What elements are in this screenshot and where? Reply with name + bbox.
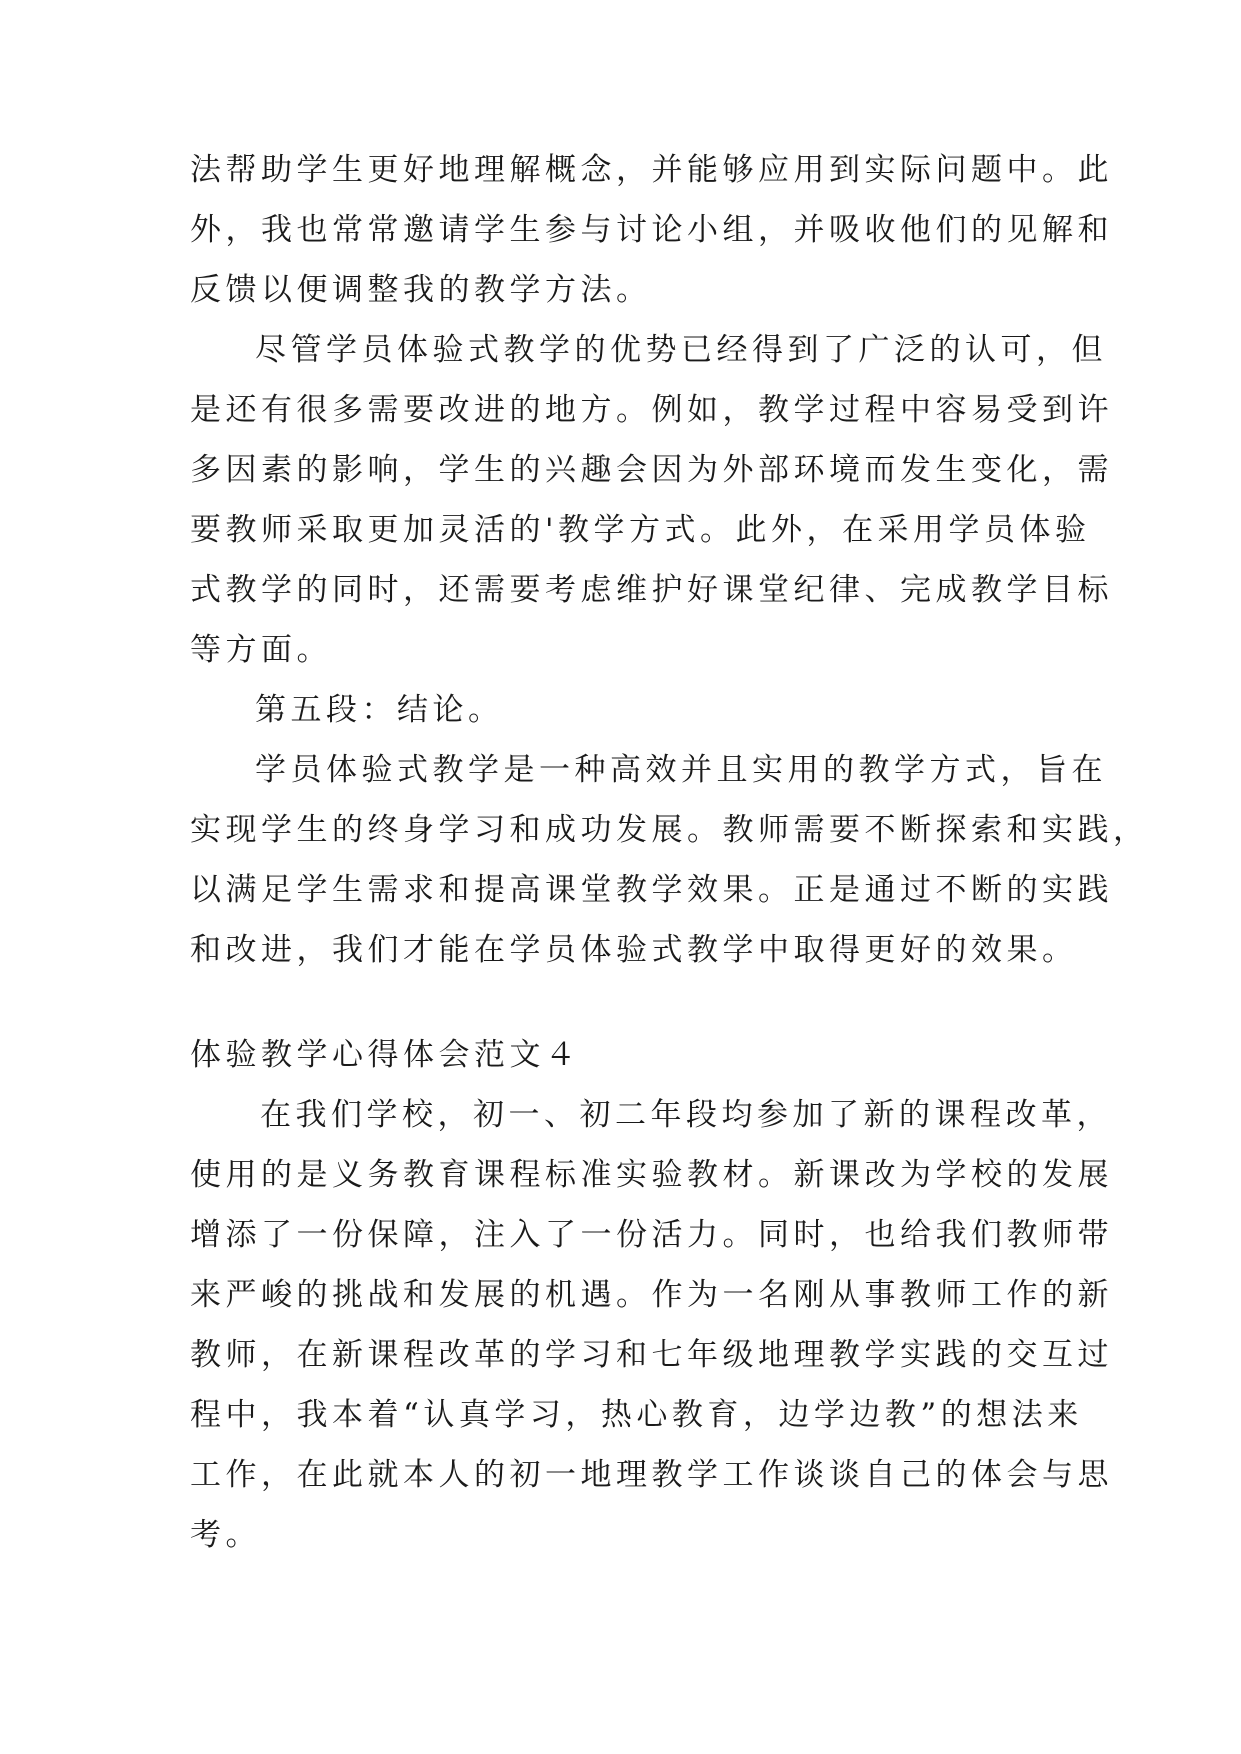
paragraph-line: 工作，在此就本人的初一地理教学工作谈谈自己的体会与思 (190, 1457, 1113, 1493)
paragraph-line: 法帮助学生更好地理解概念，并能够应用到实际问题中。此 (190, 152, 1113, 188)
paragraph-line: 和改进，我们才能在学员体验式教学中取得更好的效果。 (190, 932, 1078, 968)
paragraph-line: 程中，我本着“认真学习，热心教育，边学边教”的想法来 (190, 1397, 1083, 1433)
paragraph-line: 以满足学生需求和提高课堂教学效果。正是通过不断的实践 (190, 872, 1113, 908)
paragraph-line: 教师，在新课程改革的学习和七年级地理教学实践的交互过 (190, 1337, 1113, 1373)
paragraph-line: 外，我也常常邀请学生参与讨论小组，并吸收他们的见解和 (190, 212, 1113, 248)
paragraph-line: 学员体验式教学是一种高效并且实用的教学方式，旨在 (255, 752, 1107, 788)
paragraph-line: 在我们学校，初一、初二年段均参加了新的课程改革， (260, 1097, 1112, 1133)
paragraph-line: 反馈以便调整我的教学方法。 (190, 272, 652, 308)
paragraph-line: 增添了一份保障，注入了一份活力。同时，也给我们教师带 (190, 1217, 1113, 1253)
paragraph-line: 是还有很多需要改进的地方。例如，教学过程中容易受到许 (190, 392, 1113, 428)
paragraph-line: 来严峻的挑战和发展的机遇。作为一名刚从事教师工作的新 (190, 1277, 1113, 1313)
paragraph-line: 使用的是义务教育课程标准实验教材。新课改为学校的发展 (190, 1157, 1113, 1193)
paragraph-line: 尽管学员体验式教学的优势已经得到了广泛的认可，但 (255, 332, 1107, 368)
paragraph-line: 多因素的影响，学生的兴趣会因为外部环境而发生变化，需 (190, 452, 1113, 488)
section-label: 第五段：结论。 (255, 692, 504, 728)
article-heading: 体验教学心得体会范文４ (190, 1037, 581, 1073)
paragraph-line: 等方面。 (190, 632, 332, 668)
paragraph-line: 式教学的同时，还需要考虑维护好课堂纪律、完成教学目标 (190, 572, 1113, 608)
paragraph-line: 实现学生的终身学习和成功发展。教师需要不断探索和实践， (190, 812, 1149, 848)
paragraph-line: 要教师采取更加灵活的'教学方式。此外，在采用学员体验 (190, 512, 1091, 548)
paragraph-line: 考。 (190, 1517, 261, 1553)
